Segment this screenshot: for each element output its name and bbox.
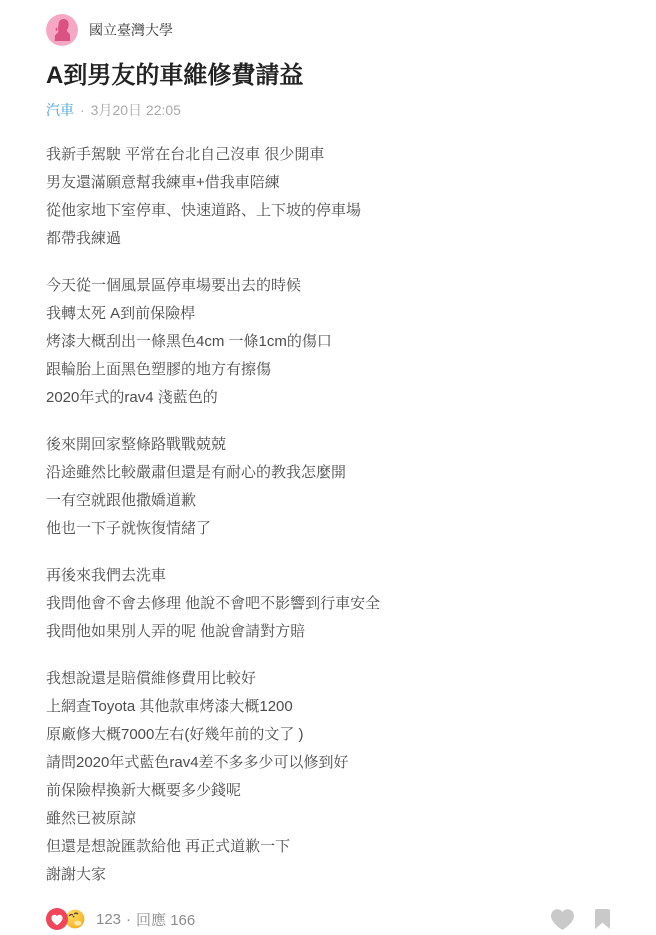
post-timestamp: 3月20日 22:05 [90, 102, 181, 118]
meta-separator: · [80, 102, 85, 118]
topic-link[interactable]: 汽車 [46, 102, 74, 118]
bookmark-button[interactable] [595, 909, 610, 929]
heart-icon [550, 908, 575, 931]
reaction-count[interactable]: 123 [96, 910, 122, 928]
post-paragraph: 再後來我們去洗車 我問他會不會去修理 他說不會吧不影響到行車安全 我問他如果別人弄的呢 他說會請對方賠 [46, 567, 381, 640]
heart-reaction-icon [46, 908, 68, 930]
reactions-summary[interactable] [46, 908, 195, 930]
post-paragraph: 我想說還是賠償維修費用比較好 上網查Toyota 其他款車烤漆大概1200 原廠修大概7000左右(好幾年前的文了 ) 請問2020年式藍色rav4差不多多少可以修到好 前保險桿換新大概要多少錢呢 雖然已被原諒 但還是想說匯款給他 再正式道歉一下 謝謝大家 [46, 670, 349, 883]
post-body [46, 141, 610, 889]
reaction-reply-counts [96, 909, 195, 930]
post-paragraph: 我新手駕駛 平常在台北自己沒車 很少開車 男友還滿願意幫我練車+借我車陪練 從他家地下室停車、快速道路、上下坡的停車場 都帶我練過 [46, 146, 362, 247]
bookmark-icon [595, 909, 610, 929]
avatar [46, 14, 78, 46]
female-person-icon [46, 14, 78, 46]
post-actions [550, 908, 610, 931]
like-heart-button[interactable] [550, 908, 575, 931]
post-footer [46, 906, 610, 932]
count-separator: · [126, 910, 132, 928]
post-paragraph: 後來開回家整條路戰戰兢兢 沿途雖然比較嚴肅但還是有耐心的教我怎麼開 一有空就跟他撒嬌道歉 他也一下子就恢復情緒了 [46, 436, 347, 537]
post-title: A到男友的車維修費請益 [46, 62, 304, 89]
post-meta [46, 100, 610, 120]
reply-count[interactable]: 回應 166 [136, 911, 196, 929]
post-header [46, 14, 610, 46]
school-name: 國立臺灣大學 [89, 22, 173, 38]
reaction-icon-stack [46, 908, 86, 930]
post-paragraph: 今天從一個風景區停車場要出去的時候 我轉太死 A到前保險桿 烤漆大概刮出一條黑色4cm 一條1cm的傷口 跟輪胎上面黑色塑膠的地方有擦傷 2020年式的rav4 淺藍色的 [46, 277, 332, 406]
